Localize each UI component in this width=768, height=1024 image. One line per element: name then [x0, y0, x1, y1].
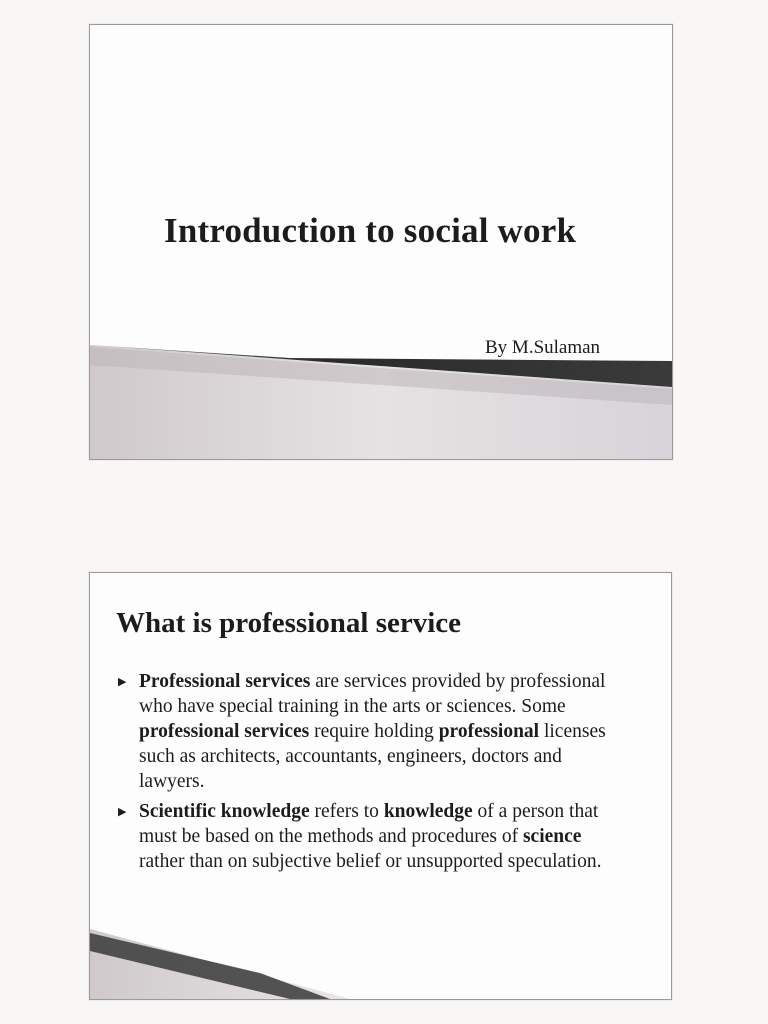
bold-term: professional: [438, 721, 540, 742]
bullet-text: of a person that must be based on the methods and procedures of: [139, 801, 599, 847]
triangle-right-icon: ▶: [118, 806, 127, 818]
author-byline: By M.Sulaman: [485, 337, 601, 358]
decorative-banner: [90, 929, 671, 999]
slide-title: What is professional service: [116, 607, 462, 639]
bullet-list: [116, 669, 626, 879]
bullet-item: [116, 799, 626, 874]
bullet-text: licenses such as architects, accountants, engineers, doctors and lawyers.: [139, 721, 606, 792]
bold-term: Scientific knowledge: [139, 801, 310, 822]
title-slide: [89, 24, 673, 460]
bold-term: professional services: [139, 721, 310, 742]
slide-title: Introduction to social work: [164, 211, 577, 250]
bold-term: Professional services: [139, 671, 311, 692]
content-slide: [89, 572, 672, 1000]
bold-term: knowledge: [383, 801, 473, 822]
bold-term: science: [522, 826, 582, 847]
bullet-text: require holding: [309, 721, 439, 742]
bullet-text: refers to: [309, 801, 384, 822]
bullet-text: rather than on subjective belief or unsupported speculation.: [139, 851, 602, 872]
triangle-right-icon: ▶: [118, 676, 127, 688]
bullet-text: are services provided by professional who have special training in the arts or sciences. Some: [139, 671, 606, 717]
bullet-item: [116, 669, 626, 794]
